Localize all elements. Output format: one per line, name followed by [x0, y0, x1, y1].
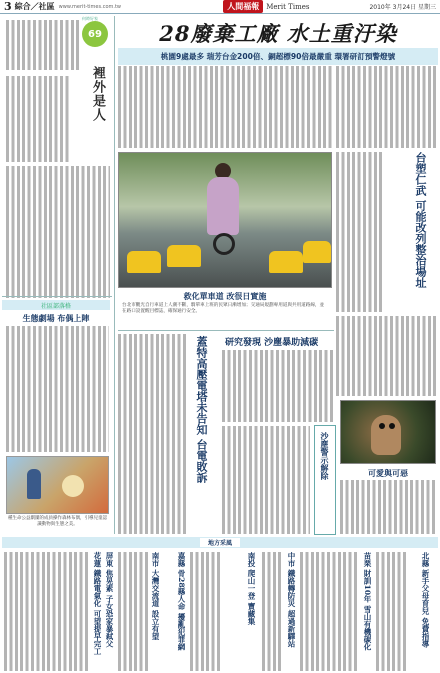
paper-name-cn: 人間福報 — [223, 0, 263, 13]
taiwan-plastics-headline: 台塑仁武 可能改列整治場址 — [414, 152, 427, 288]
local-headline: 屏東 焦晃素 子女恐家暴弒父 — [105, 552, 114, 648]
column-badge-tag: 何時好家 — [82, 16, 98, 21]
photo-caption-body: 台北市觀光自行車道上人潮不斷，騎單車上班的民眾日漸增加；交通局規劃專用道與共用道路線，並在路口設置醒目標誌，確保通行安全。 — [122, 303, 325, 314]
owl-eye — [379, 423, 385, 429]
puppet-photo — [6, 456, 109, 514]
paper-name-en: Merit Times — [266, 2, 310, 11]
site-url[interactable]: www.merit-times.com.tw — [58, 3, 122, 10]
column-text-block-1 — [6, 20, 80, 70]
rider-figure — [207, 177, 239, 235]
local-story-text — [262, 552, 282, 671]
local-headline: 苗栗 財訓10年 雪山有機碳化 — [363, 552, 372, 651]
local-story-text — [4, 552, 90, 671]
column-number-badge: 69 — [82, 21, 108, 47]
local-story-text — [376, 552, 408, 671]
sub-story-text — [6, 326, 109, 452]
local-story-text — [300, 552, 358, 671]
dust-alert-box — [314, 425, 336, 535]
divider — [118, 330, 334, 331]
dust-storm-story-text — [222, 350, 334, 422]
local-headline: 中市 鐵路轉防災 超過新驛站 — [287, 552, 296, 648]
local-section-bar — [2, 537, 438, 548]
masthead — [0, 0, 440, 14]
sub-headline: 生態劇場 布偶上陣 — [22, 314, 90, 323]
taxi-shape — [167, 245, 201, 267]
owl-photo-caption: 可愛與可惡 — [368, 469, 408, 478]
owl-caption-text — [340, 480, 436, 534]
local-headline: 北縣 新手父母育兒 免費指導 — [421, 552, 430, 648]
taxi-shape — [127, 251, 161, 273]
local-story-text — [118, 552, 148, 671]
page-number: 3 — [4, 0, 12, 13]
taxi-shape — [303, 241, 331, 263]
puppet-figure — [62, 475, 84, 497]
paper-logo — [223, 0, 309, 13]
puppet-figure — [27, 469, 41, 499]
tower-headline: 蓋特高壓電塔未告知 台電敗訴 — [195, 336, 208, 483]
taiwan-plastics-story-text — [336, 316, 436, 396]
owl-eye — [389, 423, 395, 429]
tower-story-text — [118, 334, 188, 534]
local-headline: 花蓮 鐵路電氣化 可望提早完工 — [93, 552, 102, 655]
local-section-label: 地方采風 — [200, 538, 240, 547]
main-story-text — [118, 66, 332, 148]
taxi-shape — [269, 251, 303, 273]
main-subheadline: 桃園9處最多 瑞芳台金200倍、銅超標90倍最嚴重 環署研訂預警燈號 — [118, 48, 438, 65]
section-tag: 社區部落格 — [2, 300, 110, 310]
divider — [2, 296, 112, 297]
local-story-text — [190, 552, 220, 671]
owl-photo — [340, 400, 436, 464]
photo-caption-title: 救化單車道 改很日實施 — [183, 292, 267, 301]
puppet-photo-caption: 種生命公益劇團的成員操作森林布偶，引導兒童認識動物與生態之美。 — [8, 516, 107, 527]
dust-alert-headline: 沙塵警示解除 — [320, 432, 330, 480]
divider — [114, 16, 115, 534]
cyclist-photo — [118, 152, 332, 288]
dust-storm-headline: 研究發現 沙塵暴助減碳 — [225, 338, 319, 348]
column-text-block-3 — [6, 166, 110, 298]
local-headline: 南市 大灣交流道 設立有望 — [151, 552, 160, 640]
local-headline: 南投 爬山一登 寶藏集 — [247, 552, 256, 625]
local-headline: 嘉縣 骨28縣人命 擾亂犯罪網 — [177, 552, 186, 651]
dust-storm-story-text — [222, 426, 310, 534]
bicycle-wheel — [213, 233, 235, 255]
taiwan-plastics-story-text — [336, 152, 384, 312]
column-title: 裡外是人 — [90, 66, 105, 122]
main-story-text — [336, 66, 438, 148]
main-headline: 28廢棄工廠 水土重汙染 — [159, 21, 397, 46]
column-text-block-2 — [6, 76, 70, 162]
issue-date: 2010年 3月24日 星期三 — [369, 4, 436, 11]
owl-figure — [371, 415, 401, 455]
section-name: 綜合／社區 — [14, 2, 55, 11]
